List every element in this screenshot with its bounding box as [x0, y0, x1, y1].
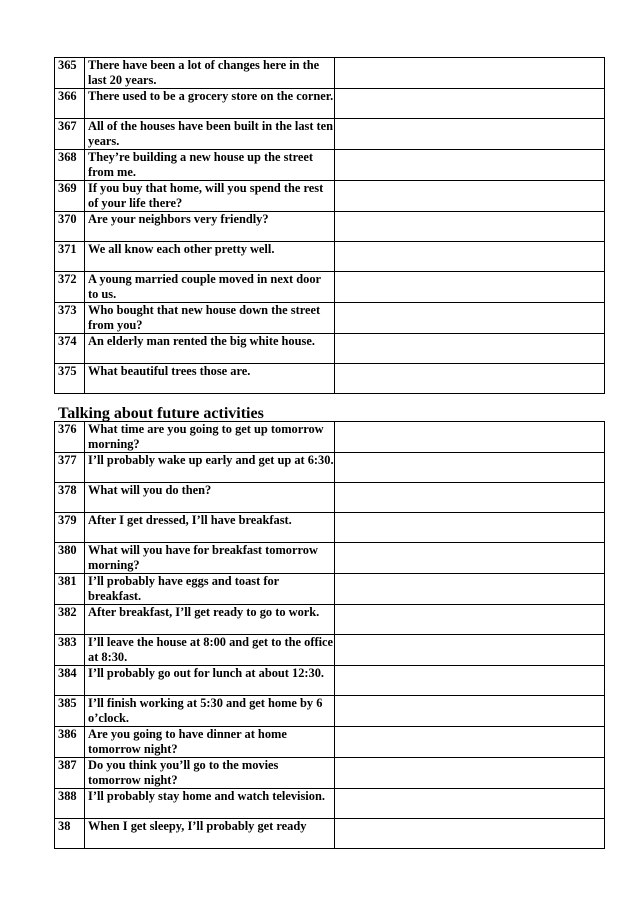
- phrase-number-text: 376: [58, 422, 77, 436]
- phrase-number-text: 366: [58, 89, 77, 103]
- phrase-number: [55, 605, 85, 635]
- table-row: [55, 422, 605, 453]
- phrase-number-text: 375: [58, 364, 77, 378]
- table-row: [55, 272, 605, 303]
- phrase-number: [55, 453, 85, 483]
- translation-cell[interactable]: [335, 181, 605, 212]
- table-row: [55, 696, 605, 727]
- translation-cell[interactable]: [335, 789, 605, 819]
- phrase-text: What will you have for breakfast tomorrow morning?: [85, 543, 335, 574]
- phrase-text: When I get sleepy, I’ll probably get ready: [85, 819, 335, 849]
- table-row: [55, 364, 605, 394]
- phrase-text: Are you going to have dinner at home tomorrow night?: [85, 727, 335, 758]
- table-row: [55, 819, 605, 849]
- table-row: [55, 789, 605, 819]
- phrase-table-2: [54, 421, 605, 849]
- phrase-number: [55, 303, 85, 334]
- phrase-number-text: 386: [58, 727, 77, 741]
- phrase-text: We all know each other pretty well.: [85, 242, 335, 272]
- table-row: [55, 483, 605, 513]
- phrase-number-text: 381: [58, 574, 77, 588]
- phrase-number-text: 367: [58, 119, 77, 133]
- translation-cell[interactable]: [335, 272, 605, 303]
- phrase-number-text: 370: [58, 212, 77, 226]
- translation-cell[interactable]: [335, 635, 605, 666]
- phrase-text: What will you do then?: [85, 483, 335, 513]
- phrase-number: [55, 819, 85, 849]
- phrase-number: [55, 119, 85, 150]
- phrase-number-text: 388: [58, 789, 77, 803]
- translation-cell[interactable]: [335, 119, 605, 150]
- table-row: [55, 181, 605, 212]
- phrase-number: [55, 727, 85, 758]
- phrase-text: I’ll probably have eggs and toast for breakfast.: [85, 574, 335, 605]
- phrase-number: [55, 181, 85, 212]
- translation-cell[interactable]: [335, 605, 605, 635]
- translation-cell[interactable]: [335, 819, 605, 849]
- phrase-number: [55, 334, 85, 364]
- phrase-table-2-body: [55, 422, 605, 849]
- translation-cell[interactable]: [335, 58, 605, 89]
- phrase-number-text: 384: [58, 666, 77, 680]
- table-row: [55, 758, 605, 789]
- phrase-number-text: 382: [58, 605, 77, 619]
- translation-cell[interactable]: [335, 89, 605, 119]
- table-row: [55, 150, 605, 181]
- phrase-number: [55, 483, 85, 513]
- table-row: [55, 666, 605, 696]
- phrase-number: [55, 666, 85, 696]
- phrase-number: [55, 58, 85, 89]
- translation-cell[interactable]: [335, 303, 605, 334]
- phrase-text: Do you think you’ll go to the movies tomorrow night?: [85, 758, 335, 789]
- phrase-number: [55, 635, 85, 666]
- table-row: [55, 727, 605, 758]
- phrase-number-text: 374: [58, 334, 77, 348]
- section-heading: Talking about future activities: [58, 405, 264, 422]
- phrase-number-text: 377: [58, 453, 77, 467]
- phrase-number-text: 373: [58, 303, 77, 317]
- translation-cell[interactable]: [335, 242, 605, 272]
- phrase-text: I’ll finish working at 5:30 and get home by 6 o’clock.: [85, 696, 335, 727]
- phrase-table-1: [54, 57, 605, 394]
- translation-cell[interactable]: [335, 666, 605, 696]
- phrase-number-text: 365: [58, 58, 77, 72]
- phrase-number: [55, 758, 85, 789]
- phrase-number: [55, 696, 85, 727]
- translation-cell[interactable]: [335, 422, 605, 453]
- phrase-number-text: 369: [58, 181, 77, 195]
- table-row: [55, 334, 605, 364]
- phrase-number: [55, 789, 85, 819]
- phrase-text: There used to be a grocery store on the corner.: [85, 89, 335, 119]
- phrase-table-1-body: [55, 58, 605, 394]
- phrase-number-text: 383: [58, 635, 77, 649]
- phrase-number: [55, 364, 85, 394]
- phrase-text: I’ll probably go out for lunch at about 12:30.: [85, 666, 335, 696]
- table-row: [55, 212, 605, 242]
- table-row: [55, 574, 605, 605]
- table-row: [55, 89, 605, 119]
- phrase-number: [55, 543, 85, 574]
- phrase-text: Who bought that new house down the street from you?: [85, 303, 335, 334]
- translation-cell[interactable]: [335, 453, 605, 483]
- phrase-text: An elderly man rented the big white house.: [85, 334, 335, 364]
- phrase-text: After I get dressed, I’ll have breakfast.: [85, 513, 335, 543]
- phrase-number: [55, 272, 85, 303]
- table-row: [55, 605, 605, 635]
- translation-cell[interactable]: [335, 758, 605, 789]
- phrase-text: I’ll probably wake up early and get up at 6:30.: [85, 453, 335, 483]
- translation-cell[interactable]: [335, 574, 605, 605]
- table-row: [55, 303, 605, 334]
- table-row: [55, 543, 605, 574]
- translation-cell[interactable]: [335, 696, 605, 727]
- translation-cell[interactable]: [335, 727, 605, 758]
- translation-cell[interactable]: [335, 364, 605, 394]
- phrase-text: A young married couple moved in next door to us.: [85, 272, 335, 303]
- phrase-number-text: 368: [58, 150, 77, 164]
- table-row: [55, 58, 605, 89]
- phrase-text: All of the houses have been built in the last ten years.: [85, 119, 335, 150]
- translation-cell[interactable]: [335, 212, 605, 242]
- phrase-number-text: 387: [58, 758, 77, 772]
- phrase-text: If you buy that home, will you spend the rest of your life there?: [85, 181, 335, 212]
- table-row: [55, 635, 605, 666]
- phrase-text: What beautiful trees those are.: [85, 364, 335, 394]
- phrase-text: I’ll leave the house at 8:00 and get to the office at 8:30.: [85, 635, 335, 666]
- phrase-text: Are your neighbors very friendly?: [85, 212, 335, 242]
- table-row: [55, 513, 605, 543]
- phrase-number-text: 372: [58, 272, 77, 286]
- translation-cell[interactable]: [335, 513, 605, 543]
- phrase-number-text: 380: [58, 543, 77, 557]
- phrase-text: They’re building a new house up the street from me.: [85, 150, 335, 181]
- phrase-number: [55, 513, 85, 543]
- table-row: [55, 242, 605, 272]
- phrase-number: [55, 212, 85, 242]
- translation-cell[interactable]: [335, 150, 605, 181]
- phrase-number-text: 379: [58, 513, 77, 527]
- translation-cell[interactable]: [335, 334, 605, 364]
- phrase-text: I’ll probably stay home and watch television.: [85, 789, 335, 819]
- phrase-number: [55, 574, 85, 605]
- table-row: [55, 119, 605, 150]
- phrase-number: [55, 422, 85, 453]
- phrase-number-text: 385: [58, 696, 77, 710]
- phrase-number: [55, 150, 85, 181]
- phrase-number-text: 38: [58, 819, 71, 833]
- phrase-number: [55, 89, 85, 119]
- phrase-number-text: 371: [58, 242, 77, 256]
- phrase-number: [55, 242, 85, 272]
- translation-cell[interactable]: [335, 543, 605, 574]
- translation-cell[interactable]: [335, 483, 605, 513]
- table-row: [55, 453, 605, 483]
- phrase-text: There have been a lot of changes here in the last 20 years.: [85, 58, 335, 89]
- phrase-text: After breakfast, I’ll get ready to go to work.: [85, 605, 335, 635]
- phrase-number-text: 378: [58, 483, 77, 497]
- phrase-text: What time are you going to get up tomorrow morning?: [85, 422, 335, 453]
